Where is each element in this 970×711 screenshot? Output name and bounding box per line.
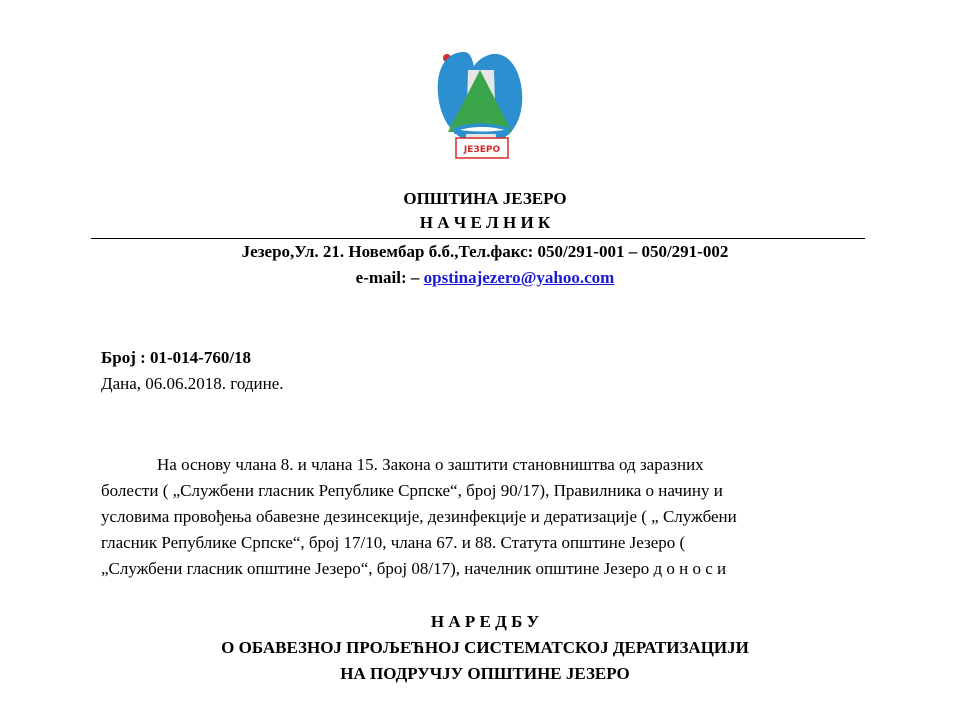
- paragraph-line: На основу члана 8. и члана 15. Закона о заштити становништва од заразних: [157, 455, 704, 474]
- municipality-name: ОПШТИНА ЈЕЗЕРО: [403, 189, 567, 208]
- paragraph-line: „Службени гласник општине Језеро“, број 08/17), начелник општине Језеро д о н о с и: [101, 559, 727, 578]
- coat-of-arms-caption: ЈЕЗЕРО: [463, 145, 501, 155]
- legal-basis-paragraph: [101, 452, 871, 582]
- decree-heading: Н А Р Е Д Б У: [430, 612, 540, 631]
- header-divider: [91, 238, 865, 239]
- decree-subject: О ОБАВЕЗНОЈ ПРОЉЕЋНОЈ СИСТЕМАТСКОЈ ДЕРАТИЗАЦИЈИ: [221, 638, 749, 657]
- decree-scope: НА ПОДРУЧЈУ ОПШТИНЕ ЈЕЗЕРО: [340, 664, 630, 683]
- document-number: Број : 01-014-760/18: [101, 348, 252, 367]
- email-link[interactable]: opstinajezero@yahoo.com: [423, 268, 615, 287]
- address-line: Језеро,Ул. 21. Новембар б.б.,Тел.факс: 050/291-001 – 050/291-002: [241, 242, 729, 261]
- paragraph-line: условима провођења обавезне дезинсекције, дезинфекције и дератизације ( „ Службени: [101, 507, 737, 526]
- email-label: e-mail: –: [355, 268, 424, 287]
- paragraph-line: болести ( „Службени гласник Републике Српске“, број 90/17), Правилника о начину и: [101, 481, 723, 500]
- municipality-coat-of-arms: [434, 46, 530, 164]
- document-date: Дана, 06.06.2018. године.: [101, 374, 284, 393]
- office-title: Н А Ч Е Л Н И К: [419, 213, 551, 232]
- email-line: [0, 267, 970, 289]
- coat-of-arms-emblem: [434, 46, 530, 164]
- paragraph-line: гласник Републике Српске“, број 17/10, члана 67. и 88. Статута општине Језеро (: [101, 533, 686, 552]
